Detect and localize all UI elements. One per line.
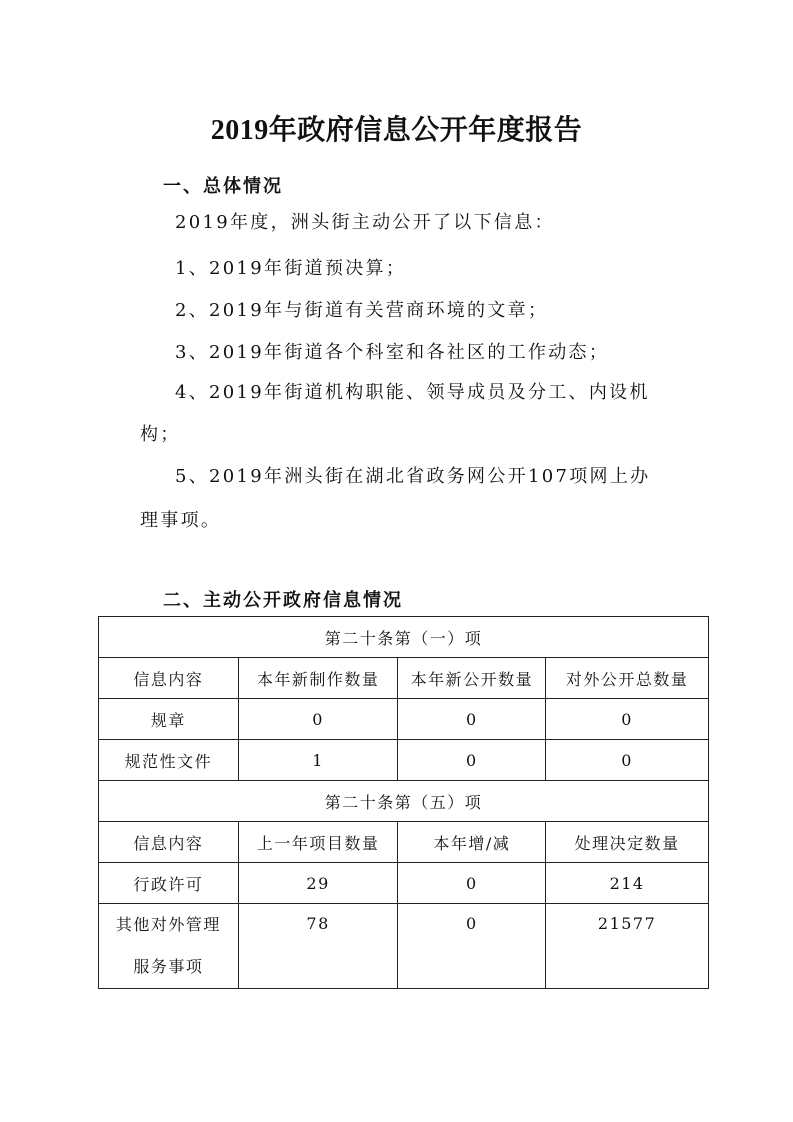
table-caption-row [99,617,709,658]
list-item-continuation: 理事项。 [140,510,222,531]
column-header: 本年增/减 [398,822,546,863]
list-item: 2、2019年与街道有关营商环境的文章； [175,300,549,321]
cell-line: 其他对外管理 [115,915,221,934]
table-cell: 0 [238,699,398,740]
column-header: 本年新公开数量 [398,658,546,699]
list-item: 1、2019年街道预决算； [175,258,407,279]
table-cell: 214 [546,863,709,904]
section-heading-disclosure: 二、主动公开政府信息情况 [163,590,403,611]
table-header-row [99,822,709,863]
table-row [99,863,709,904]
cell-line: 服务事项 [133,957,204,976]
table-cell: 1 [238,740,398,781]
table-row [99,699,709,740]
table-cell [99,904,239,989]
table-cell: 0 [546,699,709,740]
list-item: 5、2019年洲头街在湖北省政务网公开107项网上办 [175,466,651,487]
column-header: 本年新制作数量 [238,658,398,699]
column-header: 上一年项目数量 [238,822,398,863]
table-caption: 第二十条第（五）项 [99,781,709,822]
table-cell: 行政许可 [99,863,239,904]
column-header: 信息内容 [99,822,239,863]
table-cell: 29 [238,863,398,904]
list-item: 3、2019年街道各个科室和各社区的工作动态； [175,342,610,363]
column-header: 信息内容 [99,658,239,699]
table-row [99,904,709,989]
table-caption-row [99,781,709,822]
table-cell: 0 [398,904,546,989]
disclosure-table [98,616,709,989]
table-cell: 0 [546,740,709,781]
table-cell: 0 [398,740,546,781]
table-caption: 第二十条第（一）项 [99,617,709,658]
table-cell: 规范性文件 [99,740,239,781]
table-cell: 78 [238,904,398,989]
section-heading-overview: 一、总体情况 [163,176,283,197]
intro-paragraph: 2019年度，洲头街主动公开了以下信息： [175,212,555,233]
table-cell: 0 [398,863,546,904]
column-header: 处理决定数量 [546,822,709,863]
table-header-row [99,658,709,699]
page-title: 2019年政府信息公开年度报告 [210,115,583,146]
table-cell: 0 [398,699,546,740]
column-header: 对外公开总数量 [546,658,709,699]
table-row [99,740,709,781]
list-item: 4、2019年街道机构职能、领导成员及分工、内设机 [175,382,650,403]
table-cell: 21577 [546,904,709,989]
table-cell: 规章 [99,699,239,740]
list-item-continuation: 构； [140,424,181,445]
